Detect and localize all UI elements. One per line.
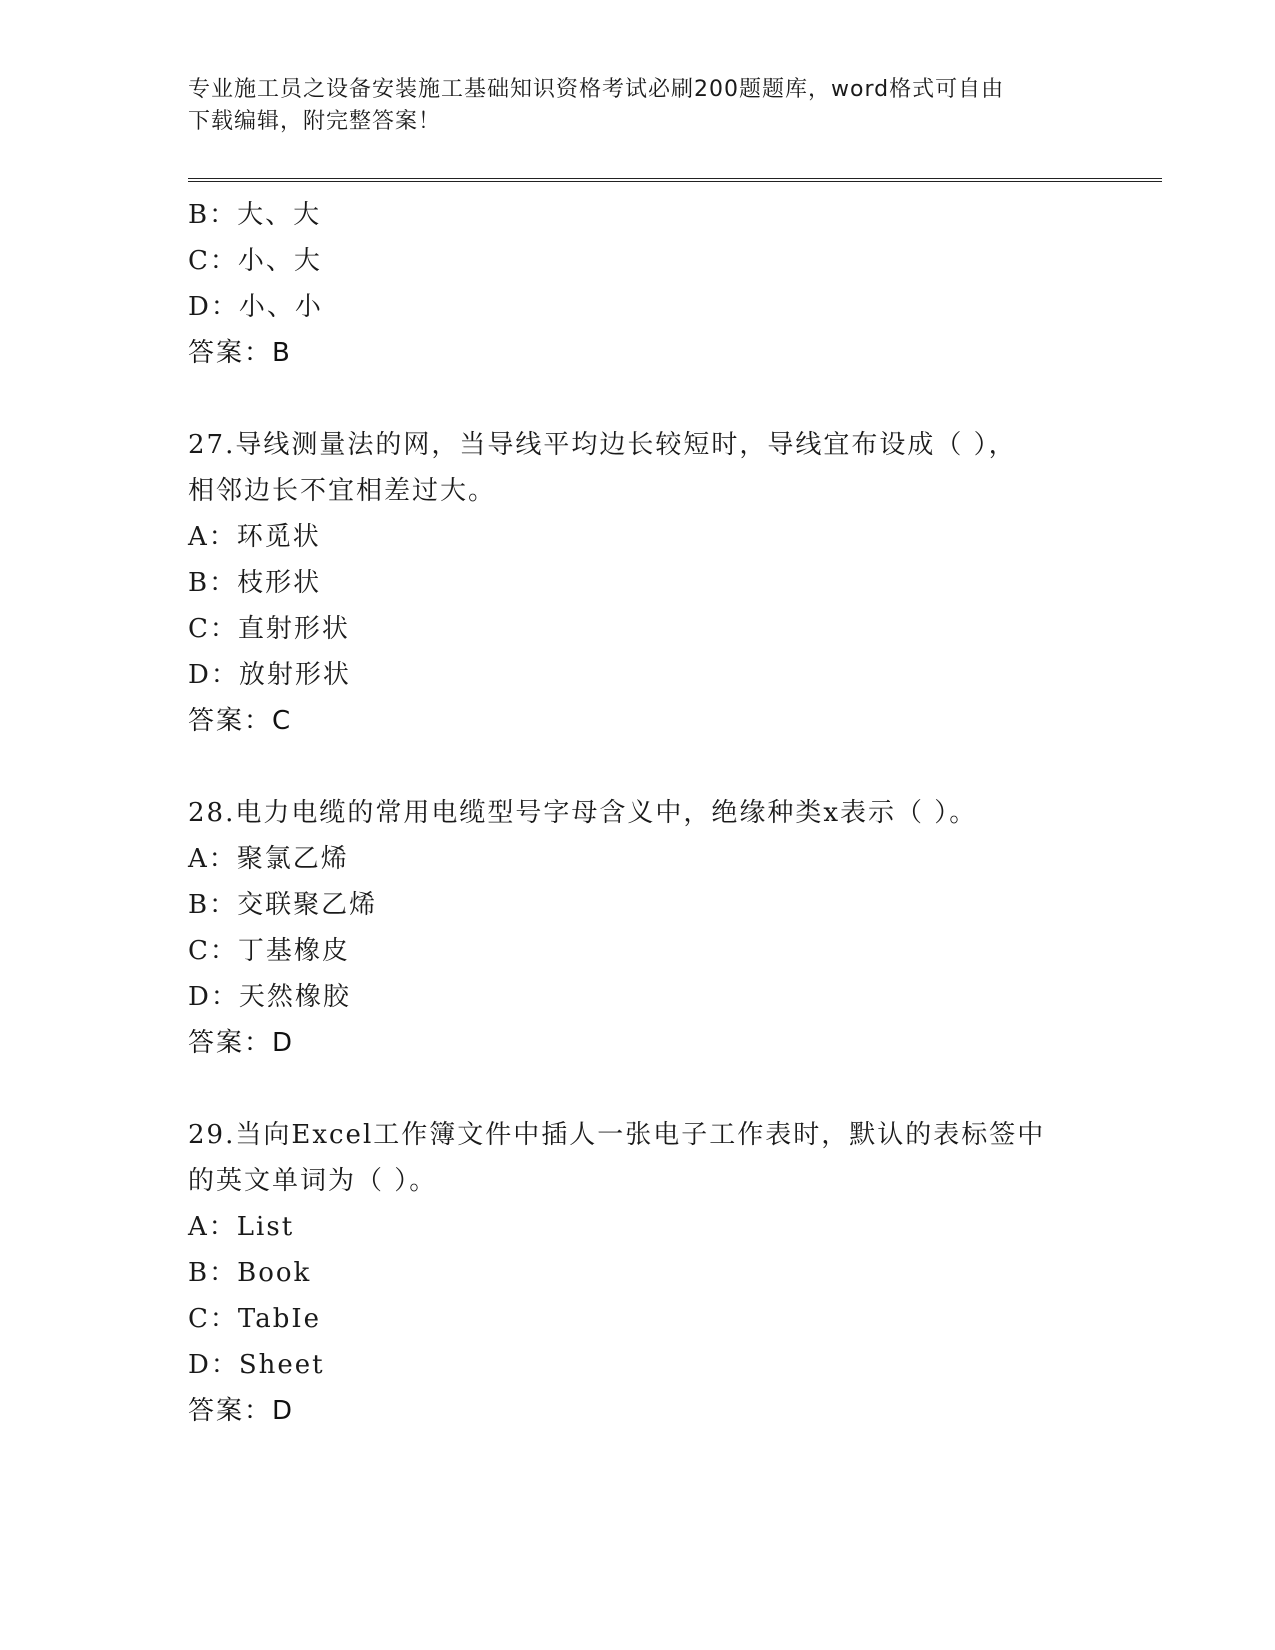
option-c: C：TabIe [188,1304,322,1334]
option-a: A：环觅状 [188,522,321,552]
page-header [188,74,1088,138]
answer-line: 答案：D [188,1396,295,1426]
spacer [188,1066,1108,1112]
header-divider [188,178,1162,182]
question-stem-line-2: 相邻边长不宜相差过大。 [188,476,497,506]
header-title-line-2: 下载编辑，附完整答案！ [188,109,442,134]
question-27 [188,422,1108,744]
option-c: C：丁基橡皮 [188,936,350,966]
question-stem-line-1: 27.导线测量法的网，当导线平均边长较短时，导线宜布设成（ ）， [188,430,1017,460]
answer-line: 答案：C [188,706,293,736]
option-b: B：大、大 [188,200,322,230]
option-c: C：小、大 [188,246,322,276]
spacer [188,744,1108,790]
answer-line: 答案：D [188,1028,295,1058]
option-b: B：交联聚乙烯 [188,890,378,920]
question-stem-line-1: 28.电力电缆的常用电缆型号字母含义中，绝缘种类x表示（ ）。 [188,798,978,828]
option-a: A：List [188,1212,295,1242]
header-title-line-1: 专业施工员之设备安装施工基础知识资格考试必刷200题题库，word格式可自由 [188,77,1005,102]
option-d: D：放射形状 [188,660,351,690]
question-stem-line-1: 29.当向Excel工作簿文件中插人一张电子工作表时，默认的表标签中 [188,1120,1046,1150]
question-28 [188,790,1108,1066]
option-a: A：聚氯乙烯 [188,844,349,874]
option-d: D：Sheet [188,1350,325,1380]
question-29 [188,1112,1108,1434]
question-26-continuation [188,192,1108,376]
option-b: B：枝形状 [188,568,322,598]
option-d: D：天然橡胶 [188,982,351,1012]
question-stem-line-2: 的英文单词为（ ）。 [188,1166,438,1196]
question-list [188,192,1108,1434]
option-d: D：小、小 [188,292,323,322]
spacer [188,376,1108,422]
option-c: C：直射形状 [188,614,350,644]
option-b: B：Book [188,1258,312,1288]
answer-line: 答案：B [188,338,292,368]
